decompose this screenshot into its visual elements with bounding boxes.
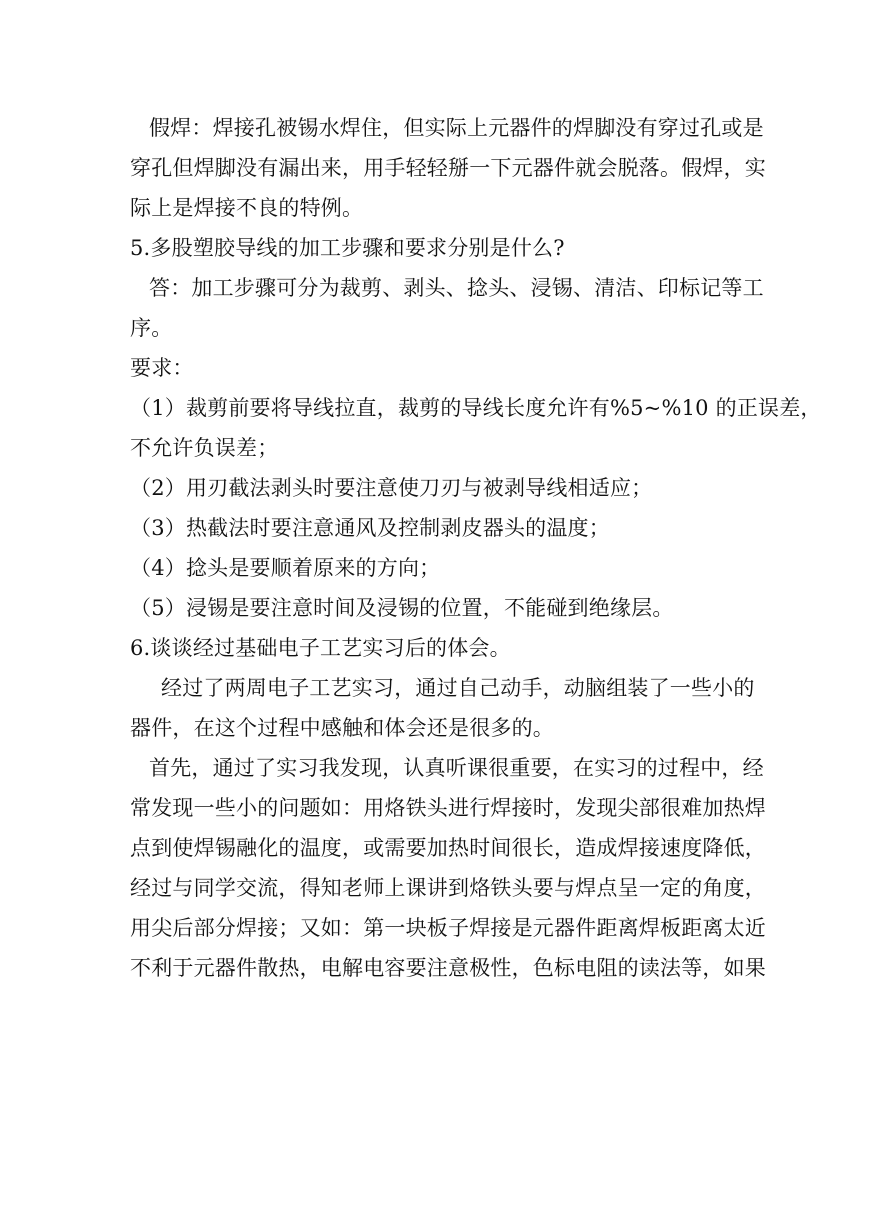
answer-line: 序。: [130, 316, 173, 340]
requirement-item: （4）捻头是要顺着原来的方向；: [130, 556, 441, 580]
requirements-label: 要求：: [130, 356, 194, 380]
requirement-item: （2）用刃截法剥头时要注意使刀刃与被剥导线相适应；: [130, 476, 653, 500]
paragraph-line: 点到使焊锡融化的温度，或需要加热时间很长，造成焊接速度降低，: [130, 836, 766, 860]
requirement-item: （3）热截法时要注意通风及控制剥皮器头的温度；: [130, 516, 610, 540]
paragraph-line: 常发现一些小的问题如：用烙铁头进行焊接时，发现尖部很难加热焊: [130, 796, 766, 820]
requirement-item-continued: 不允许负误差；: [130, 436, 279, 460]
paragraph-line: 经过了两周电子工艺实习，通过自己动手，动脑组装了一些小的: [161, 676, 755, 700]
paragraph-line: 穿孔但焊脚没有漏出来，用手轻轻掰一下元器件就会脱落。假焊，实: [130, 156, 766, 180]
requirement-item: （5）浸锡是要注意时间及浸锡的位置，不能碰到绝缘层。: [130, 596, 674, 620]
document-body: [130, 108, 822, 988]
requirement-item: （1）裁剪前要将导线拉直，裁剪的导线长度允许有%5~%10 的正误差，: [130, 396, 822, 420]
question-heading: 6.谈谈经过基础电子工艺实习后的体会。: [130, 636, 511, 660]
answer-line: 答：加工步骤可分为裁剪、剥头、捻头、浸锡、清洁、印标记等工: [149, 276, 764, 300]
paragraph-line: 不利于元器件散热，电解电容要注意极性，色标电阻的读法等，如果: [130, 956, 766, 980]
paragraph-line: 假焊：焊接孔被锡水焊住，但实际上元器件的焊脚没有穿过孔或是: [149, 116, 764, 140]
paragraph-line: 经过与同学交流，得知老师上课讲到烙铁头要与焊点呈一定的角度，: [130, 876, 766, 900]
paragraph-line: 用尖后部分焊接；又如：第一块板子焊接是元器件距离焊板距离太近: [130, 916, 766, 940]
paragraph-line: 首先，通过了实习我发现，认真听课很重要，在实习的过程中，经: [149, 756, 764, 780]
paragraph-line: 器件，在这个过程中感触和体会还是很多的。: [130, 716, 554, 740]
paragraph-line: 际上是焊接不良的特例。: [130, 196, 364, 220]
question-heading: 5.多股塑胶导线的加工步骤和要求分别是什么?: [130, 236, 565, 260]
